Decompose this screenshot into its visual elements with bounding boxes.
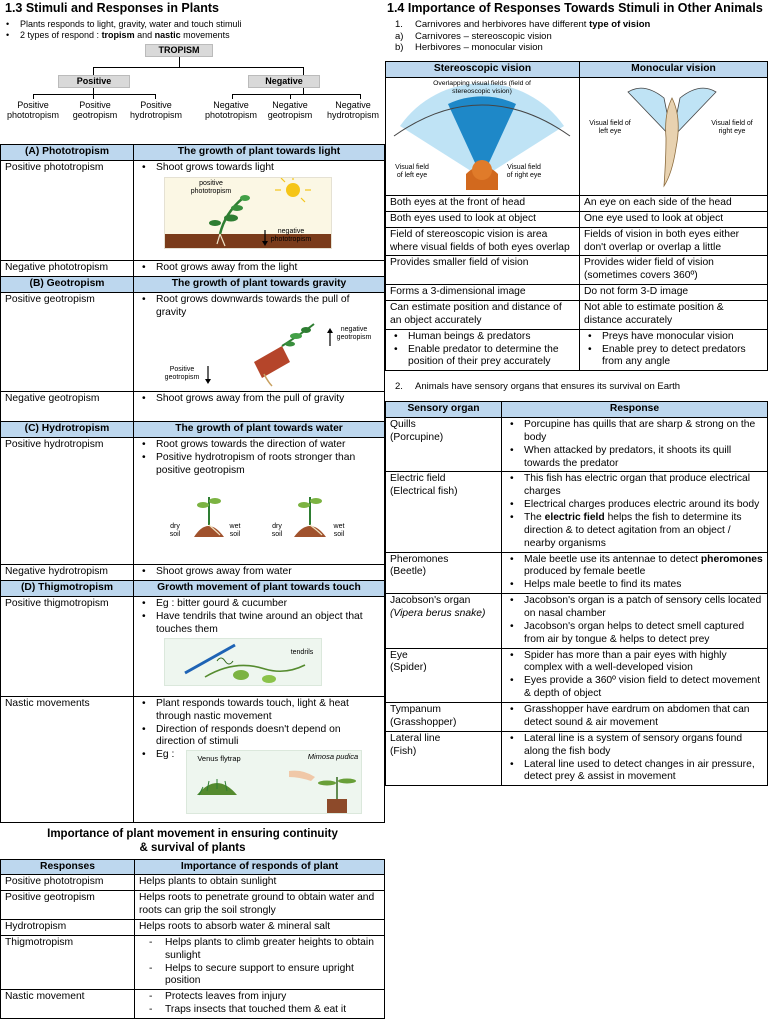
illus-label: negative phototropism: [270, 227, 312, 243]
tree-root: TROPISM: [145, 44, 213, 57]
list-item: • Electrical charges produces electric around its body: [506, 499, 763, 512]
illus-label: positive phototropism: [190, 179, 232, 195]
tree-leaf: Negative hydrotropism: [326, 100, 380, 121]
row-content: [134, 696, 385, 822]
cell: Provides wider field of vision (sometimes covers 360º): [580, 256, 768, 285]
column-header: Response: [502, 402, 768, 418]
nastic-illustration: [186, 750, 362, 814]
intro-bullets: [0, 19, 385, 42]
row-name: Positive thigmotropism: [1, 596, 134, 696]
importance-title-line: & survival of plants: [139, 842, 246, 855]
tree-leaf: Positive geotropism: [72, 100, 118, 121]
list-item: • Shoot grows towards light: [138, 162, 380, 175]
point-2: 2. Animals have sensory organs that ensures its survival on Earth: [395, 381, 681, 393]
list-item: • The electric field helps the fish to determine its direction & to detect agitation from an object / nearby organisms: [506, 512, 763, 551]
cell: Forms a 3-dimensional image: [386, 285, 580, 301]
list-item: • Root grows towards the direction of water: [138, 439, 380, 452]
row-value: Helps roots to penetrate ground to obtain water and roots can grip the soil strongly: [135, 891, 385, 920]
sensory-organ-table: [385, 401, 768, 786]
importance-title: [0, 823, 385, 859]
tropism-tree: [0, 41, 385, 133]
list-item: • Shoot grows away from water: [138, 566, 380, 579]
list-item: • Preys have monocular vision: [584, 331, 763, 344]
illus-label: dry soil: [169, 523, 181, 539]
illus-label: tendrils: [290, 649, 314, 657]
row-name: Nastic movement: [1, 990, 135, 1019]
tree-leaf: Negative phototropism: [204, 100, 258, 121]
illus-label: Overlapping visual fields (field of stereoscopic vision): [433, 80, 531, 95]
column-header: Sensory organ: [386, 402, 502, 418]
tree-leaf: Positive hydrotropism: [129, 100, 183, 121]
vision-table: [385, 61, 768, 371]
list-item: • Lateral line used to detect changes in air pressure, detect prey & assist in movement: [506, 759, 763, 785]
cell: Can estimate position and distance of an object accurately: [386, 300, 580, 329]
list-item: • Have tendrils that twine around an object that touches them: [138, 611, 380, 637]
hydrotropism-illustration: [164, 487, 364, 545]
sub-point: b) Herbivores – monocular vision: [395, 42, 543, 54]
section-desc: The growth of plant towards light: [134, 145, 385, 161]
tree-leaf: Positive phototropism: [6, 100, 60, 121]
cell: Fields of vision in both eyes either don't overlap or overlap a little: [580, 227, 768, 256]
organ-cell: Pheromones (Beetle): [386, 552, 502, 594]
list-item: • Eyes provide a 360º vision field to detect movement & depth of object: [506, 675, 763, 701]
importance-table: [0, 859, 385, 1019]
list-item: • Root grows away from the light: [138, 262, 380, 275]
tropism-table: [0, 144, 385, 823]
list-item: • Helps male beetle to find its mates: [506, 579, 763, 592]
row-value: Helps plants to obtain sunlight: [135, 875, 385, 891]
list-item: • Enable predator to determine the position of their prey accurately: [390, 344, 575, 370]
illus-label: Visual field of right eye: [711, 120, 753, 135]
row-name: Negative phototropism: [1, 261, 134, 277]
point-number: 1.: [395, 18, 403, 30]
row-name: Nastic movements: [1, 696, 134, 822]
geotropism-illustration: [164, 322, 380, 388]
list-item: • Grasshopper have eardrum on abdomen that can detect sound & air movement: [506, 704, 763, 730]
phototropism-illustration: [164, 177, 332, 249]
illus-label: Visual field of left eye: [395, 164, 429, 179]
organ-cell: Jacobson's organ (Vipera berus snake): [386, 594, 502, 648]
illus-label: Venus flytrap: [197, 754, 241, 764]
list-item: • Root grows downwards towards the pull of gravity: [138, 294, 380, 320]
bullet: • 2 types of respond : tropism and nastic movements: [6, 30, 385, 41]
illus-label: Visual field of right eye: [506, 164, 542, 179]
row-content: [134, 293, 385, 392]
row-name: Negative hydrotropism: [1, 564, 134, 580]
point-1: [385, 19, 768, 31]
organ-cell: Quills (Porcupine): [386, 418, 502, 472]
point-text: Carnivores and herbivores have different: [415, 18, 590, 30]
list-item: - Helps plants to climb greater heights to obtain sunlight: [139, 937, 380, 963]
illus-label: Positive geotropism: [164, 365, 200, 381]
illus-label: wet soil: [333, 523, 345, 539]
row-name: Positive hydrotropism: [1, 437, 134, 564]
row-name: Hydrotropism: [1, 920, 135, 936]
section-desc: The growth of plant towards water: [134, 421, 385, 437]
column-header: Responses: [1, 859, 135, 875]
section-head: (C) Hydrotropism: [1, 421, 134, 437]
list-item: • Enable prey to detect predators from any angle: [584, 344, 763, 370]
cell: Not able to estimate position & distance accurately: [580, 300, 768, 329]
illus-label: dry soil: [271, 523, 283, 539]
cell: Provides smaller field of vision: [386, 256, 580, 285]
row-value: Helps roots to absorb water & mineral salt: [135, 920, 385, 936]
list-item: - Helps to secure support to ensure upright position: [139, 963, 380, 989]
list-item: • Male beetle use its antennae to detect pheromones produced by female beetle: [506, 554, 763, 580]
tree-negative: Negative: [248, 75, 320, 88]
monocular-illustration: [580, 78, 768, 196]
illus-label: Mimosa pudica: [307, 752, 359, 762]
column-header: Importance of responds of plant: [135, 859, 385, 875]
column-header: Monocular vision: [580, 62, 768, 78]
section-desc: Growth movement of plant towards touch: [134, 580, 385, 596]
row-content: [134, 161, 385, 261]
cell: Field of stereoscopic vision is area where visual fields of both eyes overlap: [386, 227, 580, 256]
cell: Both eyes used to look at object: [386, 211, 580, 227]
list-item: • Human beings & predators: [390, 331, 575, 344]
tree-leaf: Negative geotropism: [267, 100, 313, 121]
point-bold: type of vision: [589, 18, 651, 30]
row-name: Negative geotropism: [1, 391, 134, 421]
list-item: • Positive hydrotropism of roots stronger than positive geotropism: [138, 452, 380, 478]
illus-label: wet soil: [229, 523, 241, 539]
row-name: Thigmotropism: [1, 935, 135, 989]
section-head: (D) Thigmotropism: [1, 580, 134, 596]
tendril-illustration: [164, 638, 322, 686]
list-item: • Jacobson's organ is a patch of sensory cells located on nasal chamber: [506, 595, 763, 621]
list-item: • This fish has electric organ that produce electrical charges: [506, 473, 763, 499]
illus-label: negative geotropism: [336, 325, 372, 341]
section-title: 1.4 Importance of Responses Towards Stimuli in Other Animals: [387, 1, 763, 15]
list-item: • Jacobson's organ helps to detect smell captured from air by tongue & helps to detect prey: [506, 621, 763, 647]
section-head: (B) Geotropism: [1, 277, 134, 293]
list-item: • Eg : bitter gourd & cucumber: [138, 598, 380, 611]
right-column: [385, 0, 768, 1024]
list-item: - Traps insects that touched them & eat it: [139, 1004, 380, 1017]
list-item: • Eg :: [138, 749, 380, 762]
list-item: • Direction of responds doesn't depend on direction of stimuli: [138, 724, 380, 750]
organ-cell: Lateral line (Fish): [386, 731, 502, 785]
cell: Do not form 3-D image: [580, 285, 768, 301]
organ-cell: Electric field (Electrical fish): [386, 472, 502, 552]
list-item: - Protects leaves from injury: [139, 991, 380, 1004]
list-item: • Porcupine has quills that are sharp & strong on the body: [506, 419, 763, 445]
list-item: • When attacked by predators, it shoots its quill towards the predator: [506, 445, 763, 471]
organ-cell: Eye (Spider): [386, 648, 502, 702]
list-item: • Lateral line is a system of sensory organs found along the fish body: [506, 733, 763, 759]
column-header: Stereoscopic vision: [386, 62, 580, 78]
row-name: Positive geotropism: [1, 293, 134, 392]
importance-title-line: Importance of plant movement in ensuring continuity: [47, 827, 338, 840]
row-name: Positive geotropism: [1, 891, 135, 920]
list-item: • Plant responds towards touch, light & heat through nastic movement: [138, 698, 380, 724]
stereoscopic-illustration: [386, 78, 580, 196]
cell: An eye on each side of the head: [580, 195, 768, 211]
cell: Both eyes at the front of head: [386, 195, 580, 211]
row-content: [134, 596, 385, 696]
list-item: • Spider has more than a pair eyes with highly complex with a well-developed vision: [506, 650, 763, 676]
cell: One eye used to look at object: [580, 211, 768, 227]
tendril-image: [165, 639, 322, 686]
sub-point: a) Carnivores – stereoscopic vision: [395, 30, 552, 42]
illus-label: Visual field of left eye: [589, 120, 631, 135]
row-name: Positive phototropism: [1, 161, 134, 261]
row-content: [134, 437, 385, 564]
organ-cell: Tympanum (Grasshopper): [386, 703, 502, 732]
section-title: 1.3 Stimuli and Responses in Plants: [5, 1, 219, 15]
row-name: Positive phototropism: [1, 875, 135, 891]
section-desc: The growth of plant towards gravity: [134, 277, 385, 293]
tree-positive: Positive: [58, 75, 130, 88]
section-head: (A) Phototropism: [1, 145, 134, 161]
list-item: • Shoot grows away from the pull of gravity: [138, 393, 380, 406]
bullet: • Plants responds to light, gravity, water and touch stimuli: [6, 19, 385, 30]
